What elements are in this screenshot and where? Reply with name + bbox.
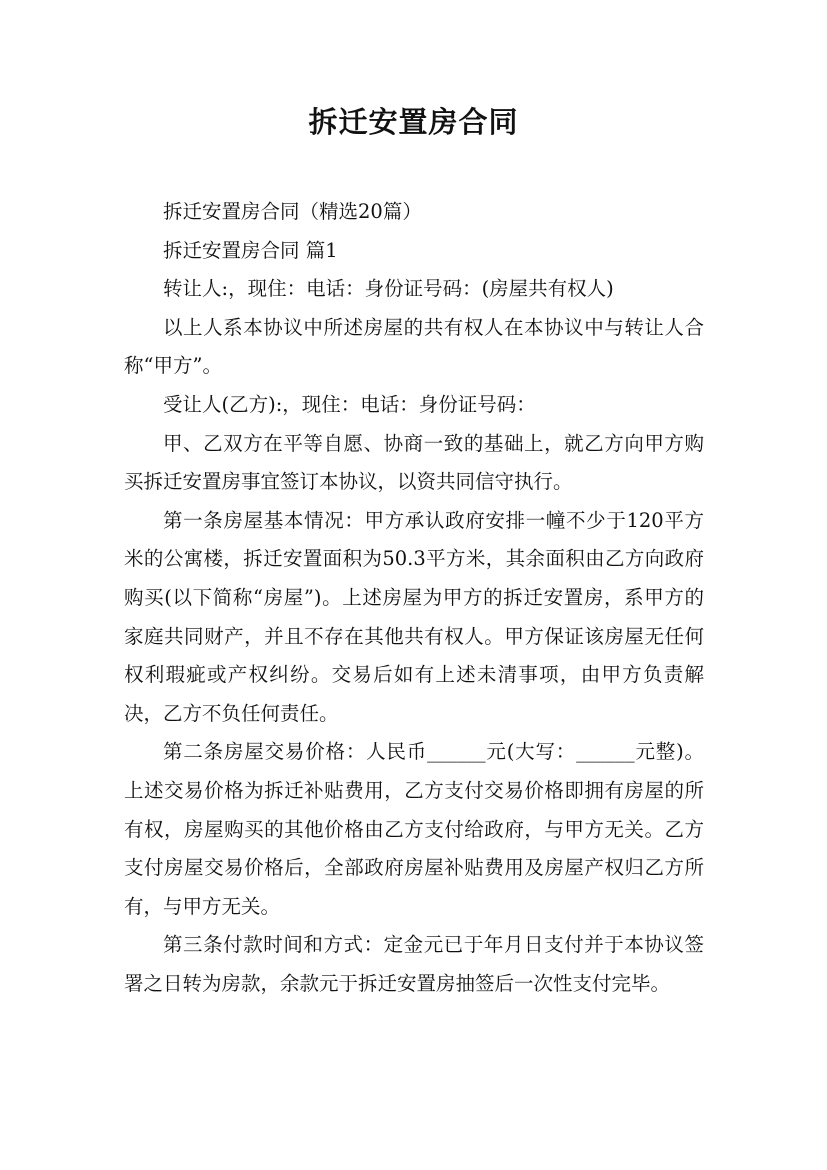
- paragraph-article-1: 第一条房屋基本情况：甲方承认政府安排一幢不少于120平方米的公寓楼，拆迁安置面积为50.3平方米，其余面积由乙方向政府购买(以下简称“房屋”)。上述房屋为甲方的拆迁安置房，系甲方的家庭共同财产，并且不存在其他共有权人。甲方保证该房屋无任何权利瑕疵或产权纠纷。交易后如有上述未清事项，由甲方负责解决，乙方不负任何责任。: [124, 508, 704, 725]
- paragraph-preamble: 甲、乙双方在平等自愿、协商一致的基础上，就乙方向甲方购买拆迁安置房事宜签订本协议，以资共同信守执行。: [124, 431, 704, 494]
- paragraph-article-2: 第二条房屋交易价格：人民币______元(大写：______元整)。上述交易价格为拆迁补贴费用，乙方支付交易价格即拥有房屋的所有权，房屋购买的其他价格由乙方支付给政府，与甲方无关。乙方支付房屋交易价格后，全部政府房屋补贴费用及房屋产权归乙方所有，与甲方无关。: [124, 740, 704, 918]
- paragraph-article-3: 第三条付款时间和方式：定金元已于年月日支付并于本协议签署之日转为房款，余款元于拆迁安置房抽签后一次性支付完毕。: [124, 933, 704, 995]
- document-body: [124, 193, 704, 1003]
- paragraph-transferor: 转让人:，现住：电话：身份证号码：(房屋共有权人): [163, 277, 614, 301]
- document-title: 拆迁安置房合同: [308, 105, 519, 139]
- paragraph-co-owners: 以上人系本协议中所述房屋的共有权人在本协议中与转让人合称“甲方”。: [124, 315, 704, 378]
- paragraph-transferee: 受让人(乙方):，现住：电话：身份证号码：: [163, 392, 536, 416]
- paragraph-collection-title: 拆迁安置房合同（精选20篇）: [163, 200, 422, 223]
- paragraph-section-heading: 拆迁安置房合同 篇1: [163, 238, 338, 262]
